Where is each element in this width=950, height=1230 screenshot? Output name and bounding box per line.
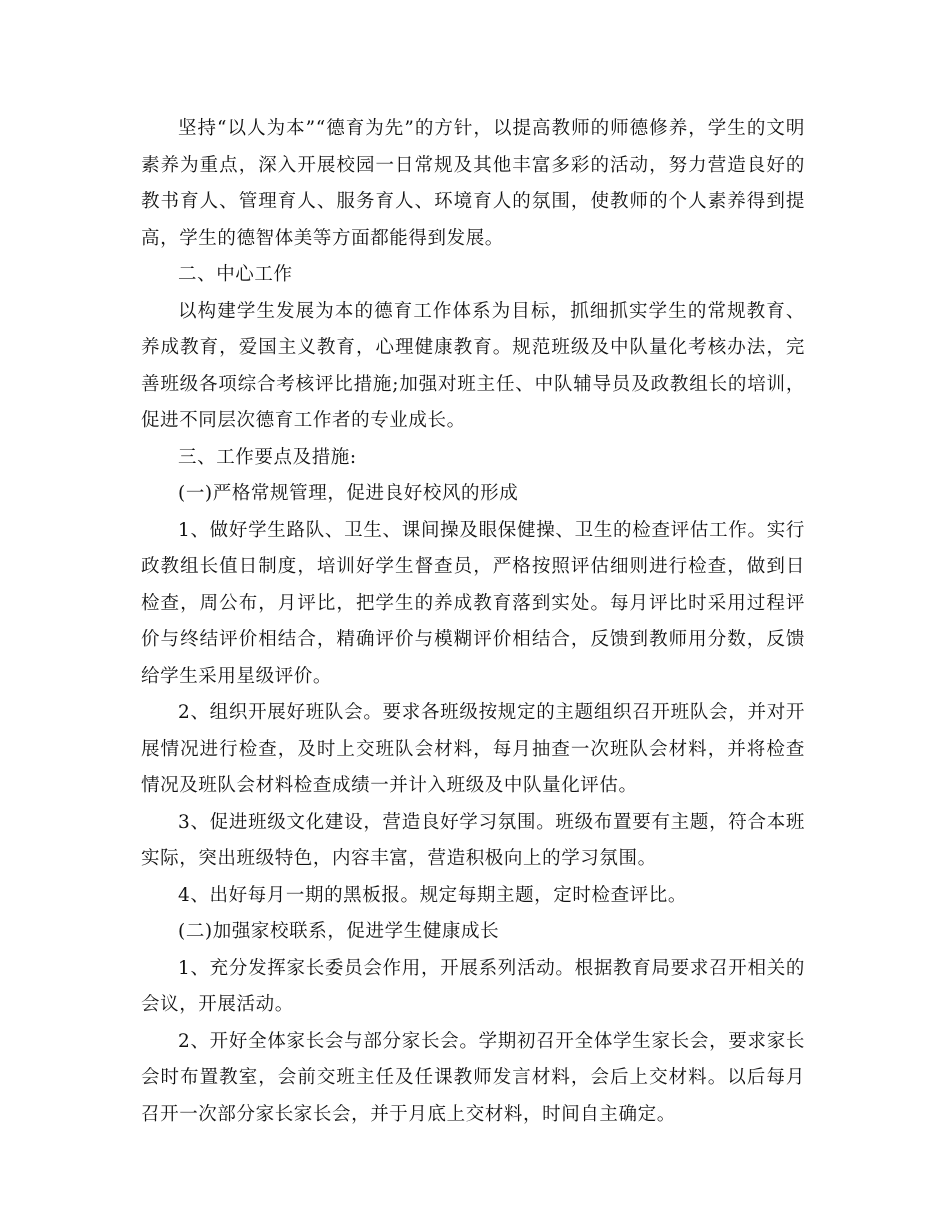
document-page <box>141 111 805 1133</box>
home-school-item-2-paragraph: 2、开好全体家长会与部分家长会。学期初召开全体学生家长会，要求家长会时布置教室，会前交班主任及任课教师发言材料，会后上交材料。以后每月召开一次部分家长家长会，并于月底上交材料，时间自主确定。 <box>141 1030 805 1125</box>
routine-item-3-paragraph: 3、促进班级文化建设，营造良好学习氛围。班级布置要有主题，符合本班实际，突出班级特色，内容丰富，营造积极向上的学习氛围。 <box>141 811 805 869</box>
subsection-heading-home-school: (二)加强家校联系，促进学生健康成长 <box>178 921 500 942</box>
section-heading-key-points: 三、工作要点及措施: <box>178 446 357 468</box>
center-work-paragraph: 以构建学生发展为本的德育工作体系为目标，抓细抓实学生的常规教育、养成教育，爱国主义教育，心理健康教育。规范班级及中队量化考核办法，完善班级各项综合考核评比措施;加强对班主任、中队辅导员及政教组长的培训，促进不同层次德育工作者的专业成长。 <box>141 300 805 431</box>
routine-item-4-paragraph: 4、出好每月一期的黑板报。规定每期主题，定时检查评比。 <box>178 884 687 906</box>
routine-item-1-paragraph: 1、做好学生路队、卫生、课间操及眼保健操、卫生的检查评估工作。实行政教组长值日制度，培训好学生督查员，严格按照评估细则进行检查，做到日检查，周公布，月评比，把学生的养成教育落到实处。每月评比时采用过程评价与终结评价相结合，精确评价与模糊评价相结合，反馈到教师用分数，反馈给学生采用星级评价。 <box>141 519 805 687</box>
section-heading-center-work: 二、中心工作 <box>178 264 293 285</box>
intro-paragraph: 坚持“以人为本”“德育为先”的方针，以提高教师的师德修养，学生的文明素养为重点，深入开展校园一日常规及其他丰富多彩的活动，努力营造良好的教书育人、管理育人、服务育人、环境育人的氛围，使教师的个人素养得到提高，学生的德智体美等方面都能得到发展。 <box>141 118 805 249</box>
subsection-heading-routine-management: (一)严格常规管理，促进良好校风的形成 <box>178 483 519 504</box>
home-school-item-1-paragraph: 1、充分发挥家长委员会作用，开展系列活动。根据教育局要求召开相关的会议，开展活动。 <box>141 957 805 1015</box>
routine-item-2-paragraph: 2、组织开展好班队会。要求各班级按规定的主题组织召开班队会，并对开展情况进行检查，及时上交班队会材料，每月抽查一次班队会材料，并将检查情况及班队会材料检查成绩一并计入班级及中队量化评估。 <box>141 702 805 796</box>
